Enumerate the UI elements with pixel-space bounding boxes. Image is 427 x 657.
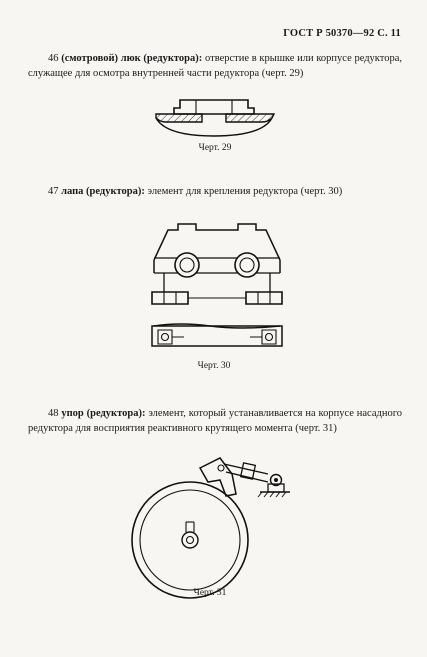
definition-48 (28, 407, 402, 436)
definition-46 (28, 52, 402, 81)
item-number: 46 (48, 53, 59, 64)
definition-text: отверстие в крышке или корпусе редуктора, служащее для осмотра внутренней части редуктора (черт. 29) (28, 53, 403, 79)
definition-47 (28, 185, 402, 200)
term: лапа (редуктора): (61, 186, 145, 197)
term: (смотровой) люк (редуктора): (61, 53, 203, 64)
drawing-29-hatch (150, 96, 280, 136)
drawing-31-stop (128, 450, 308, 590)
caption-29: Черт. 29 (198, 143, 232, 153)
caption-30: Черт. 30 (197, 361, 231, 371)
item-number: 48 (48, 408, 59, 419)
definition-text: элемент, который устанавливается на корпусе насадного редуктора для восприятия реактивного крутящего момента (черт. 31) (28, 408, 402, 434)
definition-text: элемент для крепления редуктора (черт. 30) (144, 186, 343, 197)
term: упор (редуктора): (61, 408, 146, 419)
caption-31: Черт. 31 (193, 588, 227, 598)
drawing-30-feet (150, 218, 285, 358)
page-header: ГОСТ Р 50370—92 С. 11 (283, 28, 401, 39)
item-number: 47 (48, 186, 59, 197)
